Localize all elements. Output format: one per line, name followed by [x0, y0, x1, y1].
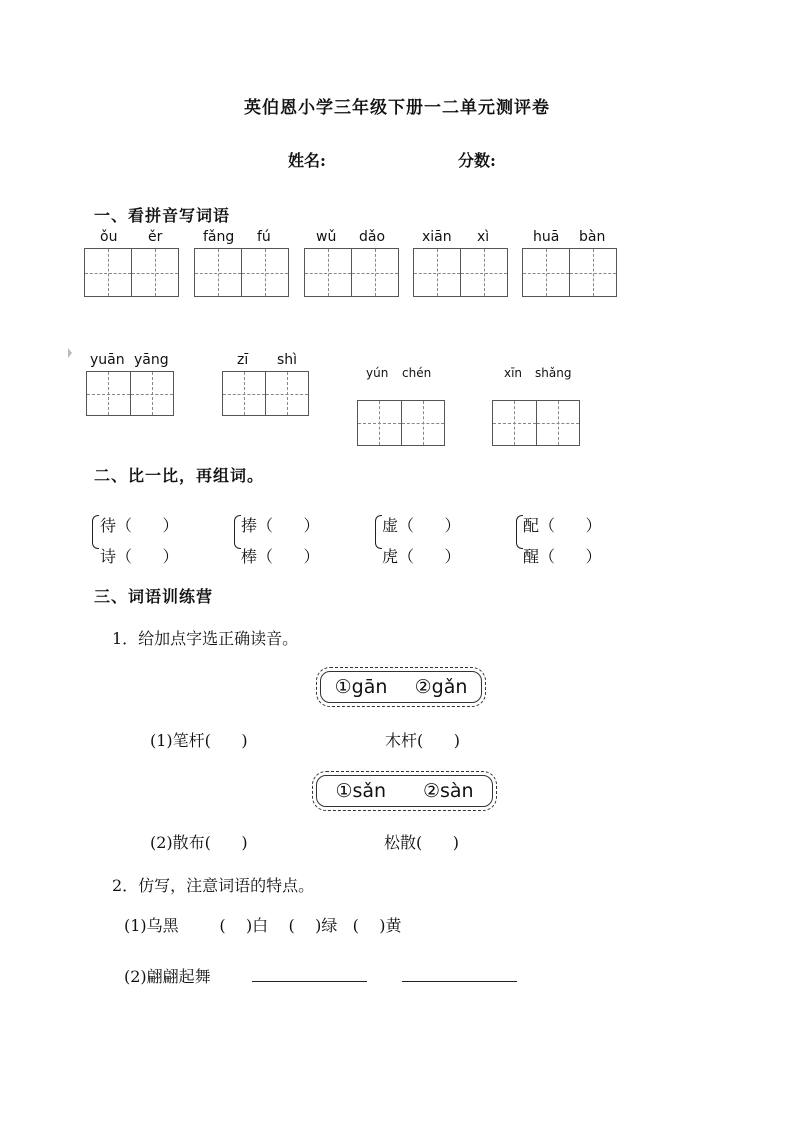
compare-item: 虎（ ） [382, 547, 461, 566]
writing-grid[interactable] [304, 248, 399, 297]
section2-heading: 二、比一比，再组词。 [94, 466, 265, 485]
margin-marker [68, 348, 72, 358]
writing-grid[interactable] [84, 248, 179, 297]
writing-grid[interactable] [86, 371, 174, 416]
writing-grid[interactable] [357, 400, 445, 446]
writing-grid[interactable] [492, 400, 580, 446]
brace [92, 515, 99, 549]
option-text: ②sàn [422, 780, 474, 802]
brace [375, 515, 382, 549]
compare-item: 配（ ） [523, 516, 602, 535]
pinyin: dǎo [359, 229, 386, 245]
name-label: 姓名: [288, 151, 326, 170]
pinyin: ěr [148, 229, 163, 245]
brace [234, 515, 241, 549]
pinyin: bàn [579, 229, 606, 245]
pinyin: huā [533, 229, 560, 245]
option-text: ①gān [334, 676, 388, 698]
writing-grid[interactable] [222, 371, 309, 416]
writing-grid[interactable] [522, 248, 617, 297]
pinyin: chén [402, 366, 432, 380]
pinyin: xīn [504, 366, 523, 380]
imitation-label: (2)翩翩起舞 [124, 967, 211, 986]
compare-item: 棒（ ） [241, 547, 320, 566]
imitation-line: (1)乌黑 ( )白 ( )绿 ( )黄 [124, 916, 402, 935]
pinyin: fǎng [203, 229, 235, 245]
pinyin: shì [277, 352, 298, 368]
compare-item: 待（ ） [100, 516, 179, 535]
blank-line[interactable] [252, 963, 367, 982]
pinyin: zī [237, 352, 249, 368]
pinyin: yún [366, 366, 389, 380]
answer-line: (2)散布( ) [150, 833, 248, 852]
option-box [316, 775, 493, 807]
brace [516, 515, 523, 549]
pinyin: yāng [134, 352, 169, 368]
section3-heading: 三、词语训练营 [94, 587, 214, 606]
pinyin: yuān [90, 352, 125, 368]
pinyin: fú [257, 229, 271, 245]
question-prompt: 1．给加点字选正确读音。 [112, 629, 299, 648]
blank-line[interactable] [402, 963, 517, 982]
option-text: ①sǎn [335, 780, 387, 802]
option-text: ②gǎn [414, 676, 468, 698]
writing-grid[interactable] [194, 248, 289, 297]
answer-line: (1)笔杆( ) [150, 731, 248, 750]
section1-heading: 一、看拼音写词语 [94, 206, 231, 225]
pinyin: xiān [422, 229, 452, 245]
compare-item: 醒（ ） [523, 547, 602, 566]
option-box [320, 671, 482, 703]
question-prompt: 2．仿写，注意词语的特点。 [112, 876, 315, 895]
answer-line: 松散( ) [384, 833, 460, 852]
pinyin: wǔ [316, 229, 337, 245]
compare-item: 虚（ ） [382, 516, 461, 535]
answer-line: 木杆( ) [385, 731, 461, 750]
writing-grid[interactable] [413, 248, 508, 297]
pinyin: ǒu [100, 229, 118, 245]
compare-item: 捧（ ） [241, 516, 320, 535]
page-title: 英伯恩小学三年级下册一二单元测评卷 [244, 98, 550, 118]
pinyin: xì [477, 229, 490, 245]
pinyin: shǎng [535, 366, 572, 380]
compare-item: 诗（ ） [100, 547, 179, 566]
score-label: 分数: [458, 151, 496, 170]
